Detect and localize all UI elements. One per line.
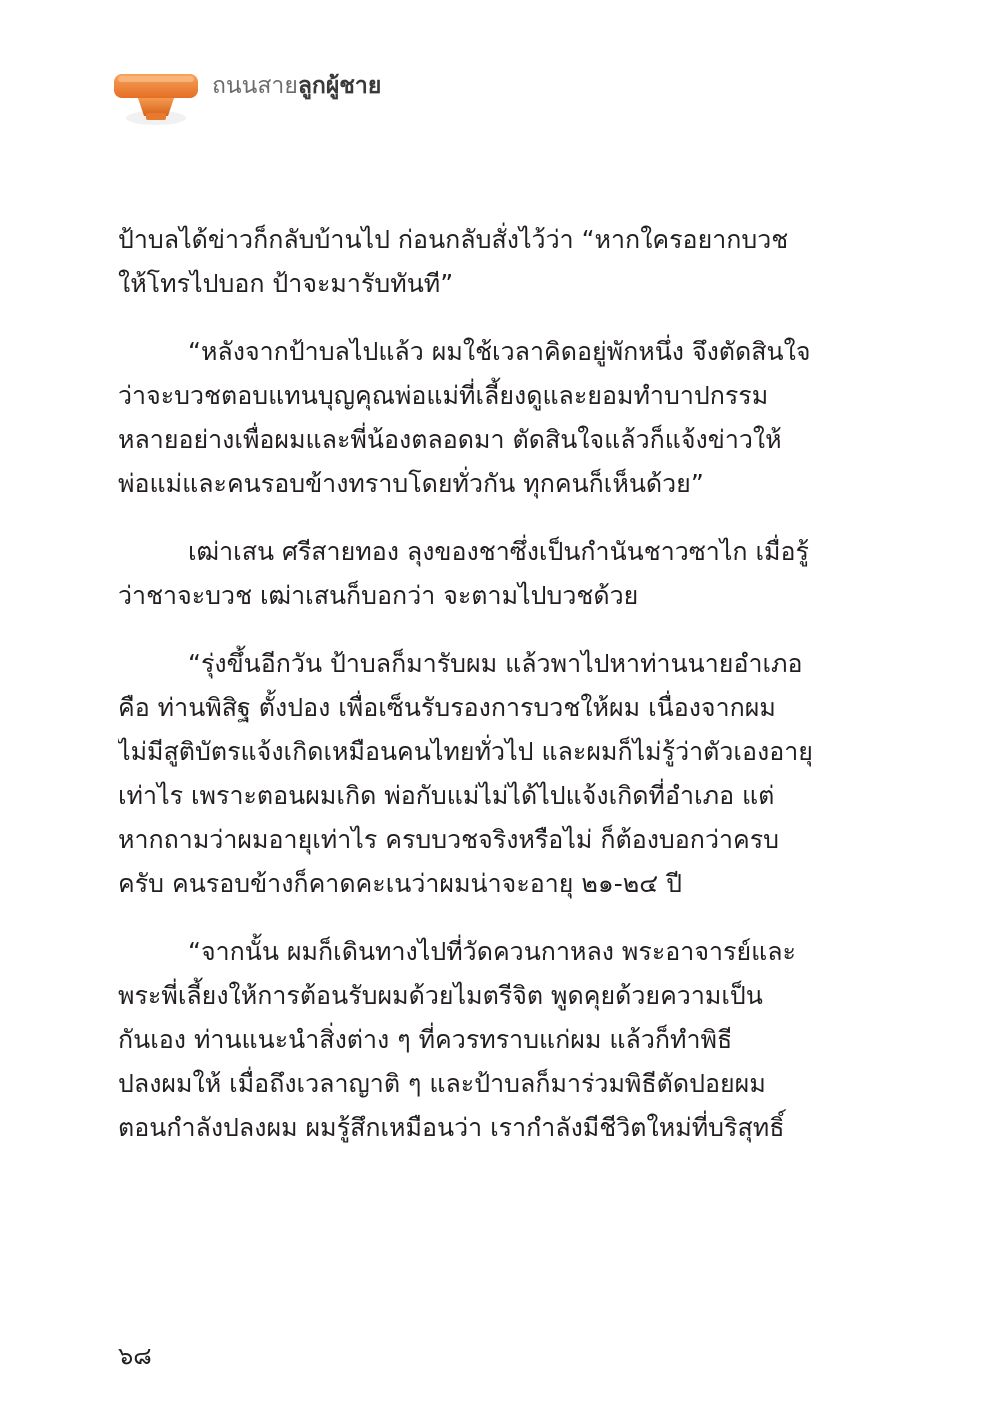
text-line: “รุ่งขึ้นอีกวัน ป้าบลก็มารับผม แล้วพาไปหาท่านนายอำเภอ xyxy=(188,649,803,678)
paragraph xyxy=(118,642,830,906)
text-line: พระพี่เลี้ยงให้การต้อนรับผมด้วยไมตรีจิต พูดคุยด้วยความเป็น xyxy=(118,981,763,1010)
text-line: คือ ท่านพิสิฐ ตั้งปอง เพื่อเซ็นรับรองการบวชให้ผม เนื่องจากผม xyxy=(118,693,776,722)
text-line: กันเอง ท่านแนะนำสิ่งต่าง ๆ ที่ควรทราบแก่ผม แล้วก็ทำพิธี xyxy=(118,1025,733,1054)
text-line: ว่าชาจะบวช เฒ่าเสนก็บอกว่า จะตามไปบวชด้วย xyxy=(118,581,639,610)
text-line: ไม่มีสูติบัตรแจ้งเกิดเหมือนคนไทยทั่วไป และผมก็ไม่รู้ว่าตัวเองอายุ xyxy=(118,737,813,766)
text-line: “หลังจากป้าบลไปแล้ว ผมใช้เวลาคิดอยู่พักหนึ่ง จึงตัดสินใจ xyxy=(188,337,811,366)
text-line: เท่าไร เพราะตอนผมเกิด พ่อกับแม่ไม่ได้ไปแจ้งเกิดที่อำเภอ แต่ xyxy=(118,781,775,810)
page-number: ๖๘ xyxy=(118,1342,152,1370)
header-title-bold: ลูกผู้ชาย xyxy=(297,73,382,99)
paragraph xyxy=(118,930,830,1150)
text-line: ว่าจะบวชตอบแทนบุญคุณพ่อแม่ที่เลี้ยงดูและยอมทำบาปกรรม xyxy=(118,381,769,410)
paragraph xyxy=(118,218,830,306)
text-line: พ่อแม่และคนรอบข้างทราบโดยทั่วกัน ทุกคนก็เห็นด้วย” xyxy=(118,469,704,498)
paragraph xyxy=(118,330,830,506)
text-line: หลายอย่างเพื่อผมและพี่น้องตลอดมา ตัดสินใจแล้วก็แจ้งข่าวให้ xyxy=(118,425,782,454)
text-line: ให้โทรไปบอก ป้าจะมารับทันที” xyxy=(118,269,454,298)
monk-alms-bowl-icon xyxy=(108,66,204,128)
text-line: ตอนกำลังปลงผม ผมรู้สึกเหมือนว่า เรากำลังมีชีวิตใหม่ที่บริสุทธิ์ xyxy=(118,1113,785,1142)
header-title-light: ถนนสาย xyxy=(212,73,298,99)
text-line: “จากนั้น ผมก็เดินทางไปที่วัดควนกาหลง พระอาจารย์และ xyxy=(188,937,796,966)
header-title xyxy=(212,70,381,102)
text-line: ป้าบลได้ข่าวก็กลับบ้านไป ก่อนกลับสั่งไว้ว่า “หากใครอยากบวช xyxy=(118,225,789,254)
running-header xyxy=(100,52,500,122)
text-line: หากถามว่าผมอายุเท่าไร ครบบวชจริงหรือไม่ ก็ต้องบอกว่าครบ xyxy=(118,825,780,854)
text-line: ครับ คนรอบข้างก็คาดคะเนว่าผมน่าจะอายุ ๒๑-๒๔ ปี xyxy=(118,869,682,898)
body-text xyxy=(118,218,830,1174)
text-line: ปลงผมให้ เมื่อถึงเวลาญาติ ๆ และป้าบลก็มาร่วมพิธีตัดปอยผม xyxy=(118,1069,766,1098)
paragraph xyxy=(118,530,830,618)
text-line: เฒ่าเสน ศรีสายทอง ลุงของชาซึ่งเป็นกำนันชาวซาไก เมื่อรู้ xyxy=(188,537,809,566)
